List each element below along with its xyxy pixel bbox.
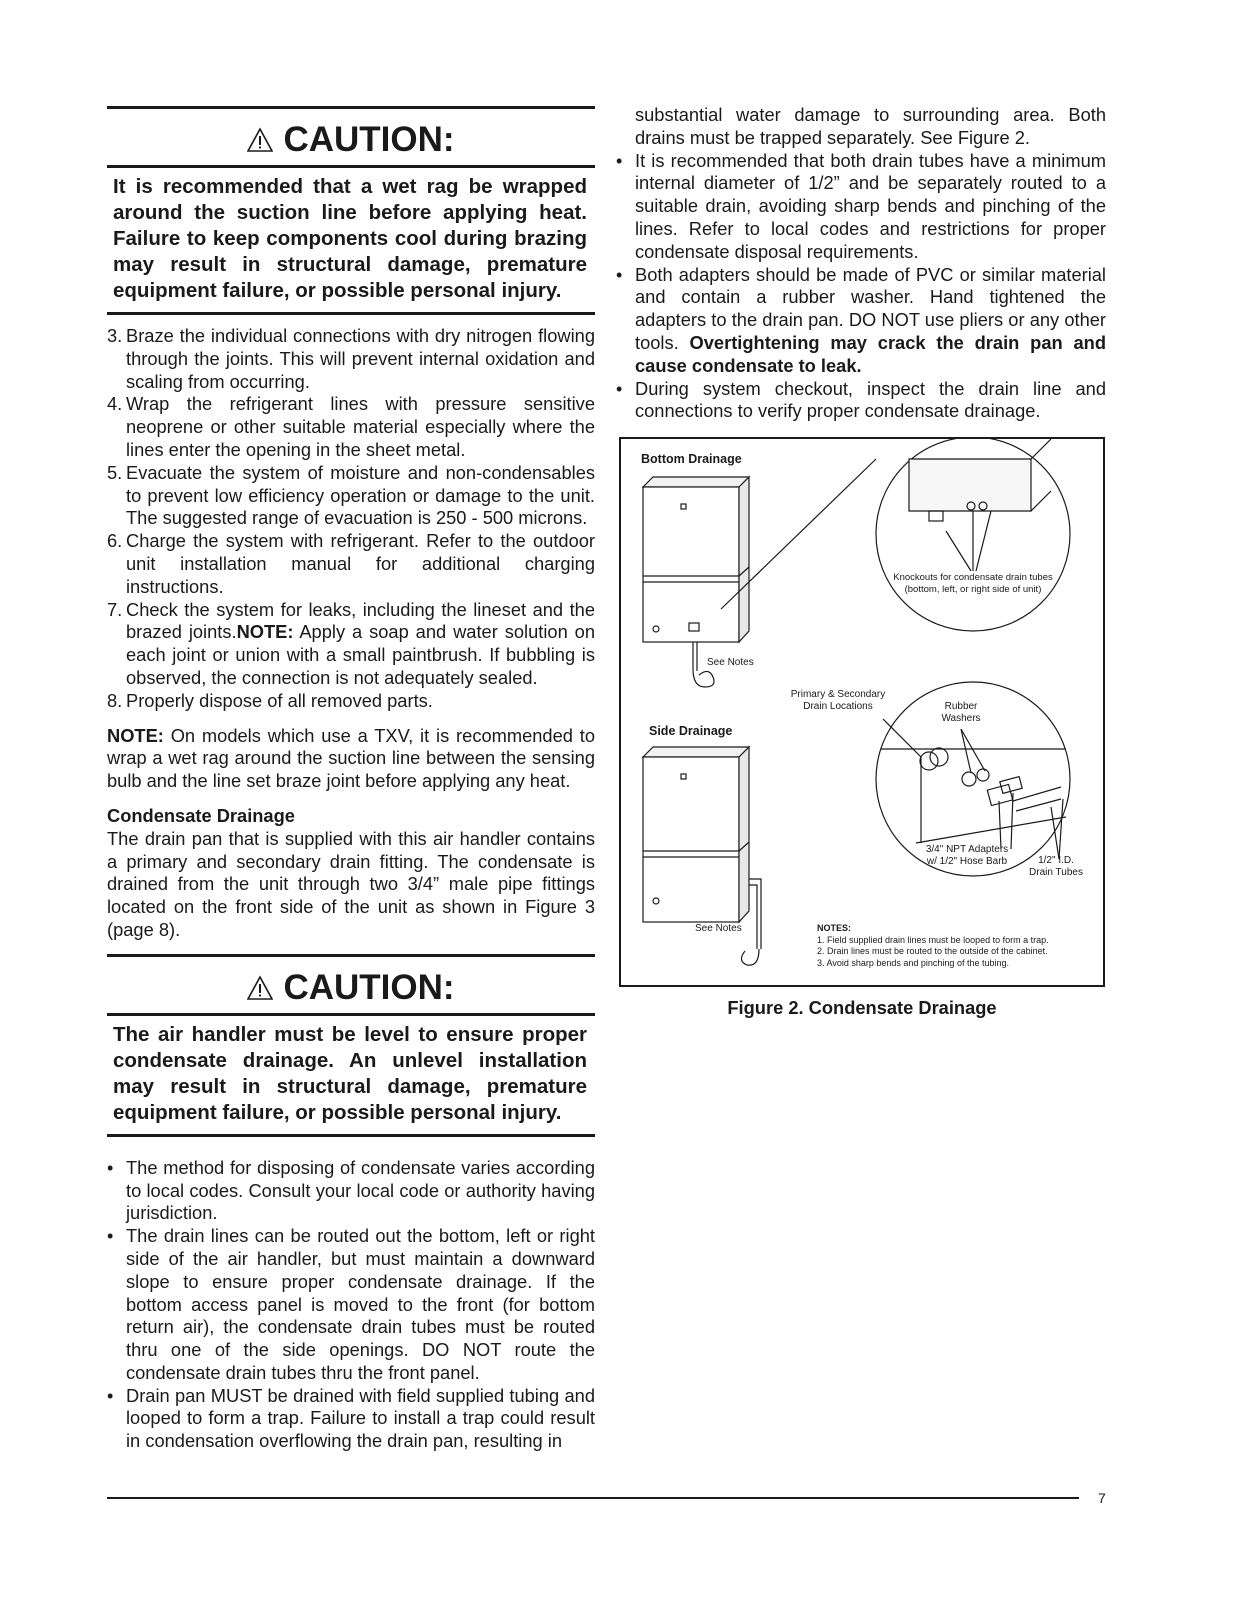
see-notes-label: See Notes	[695, 923, 742, 934]
caution-title	[107, 957, 595, 1016]
drain-locations-label: Primary & Secondary Drain Locations	[790, 689, 886, 712]
bottom-drainage-unit	[643, 477, 749, 687]
knockouts-detail-circle	[876, 439, 1070, 631]
drain-bullets	[616, 150, 1106, 424]
list-item: 4. Wrap the refrigerant lines with pressure sensitive neoprene or other suitable material especially where the lines enter the opening in the sheet metal.	[107, 393, 595, 460]
caution-body-text: It is recommended that a wet rag be wrapped around the suction line before applying heat. Failure to keep components cool during brazing may result in structural damage, premature equipment failure, or possible personal injury.	[113, 175, 587, 302]
footer-rule	[107, 1497, 1079, 1499]
knockouts-label: Knockouts for condensate drain tubes (bottom, left, or right side of unit)	[893, 572, 1053, 595]
rubber-washers-label: Rubber Washers	[941, 701, 981, 724]
warning-triangle-icon	[247, 975, 273, 1001]
see-notes-label: See Notes	[707, 657, 754, 668]
figure-caption: Figure 2. Condensate Drainage	[727, 997, 997, 1018]
right-column	[616, 104, 1106, 423]
drain-tubes-label: 1/2" I.D. Drain Tubes	[1029, 855, 1083, 878]
list-item: • It is recommended that both drain tubes have a minimum internal diameter of 1/2” and be separately routed to a suitable drain, avoiding sharp bends and pinching of the lines. Refer to local codes and restrictions for proper condensate disposal requirements.	[616, 149, 1106, 262]
warning-triangle-icon	[247, 127, 273, 153]
page-number: 7	[1098, 1490, 1106, 1506]
caution-title-text: CAUTION:	[283, 120, 455, 159]
txv-note: NOTE: On models which use a TXV, it is recommended to wrap a wet rag around the suction line between the sensing bulb and the line set braze joint before applying any heat.	[107, 724, 595, 792]
list-item: • Both adapters should be made of PVC or similar material and contain a rubber washer. Hand tightened the adapters to the drain pan. DO NOT use pliers or any other tools. Overtightening may crack the drain pan and cause condensate to leak.	[616, 263, 1106, 376]
list-item: • Drain pan MUST be drained with field supplied tubing and looped to form a trap. Failure to install a trap could result in condensation overflowing the drain pan, resulting in	[107, 1384, 595, 1452]
condensate-drainage-figure	[619, 437, 1105, 987]
figure-notes: NOTES: 1. Field supplied drain lines must be looped to form a trap. 2. Drain lines must be routed to the outside of the cabinet. 3. Avoid sharp bends and pinching of the tubing.	[817, 923, 1049, 968]
condensate-bullets	[107, 1157, 595, 1453]
list-item: 5. Evacuate the system of moisture and non-condensables to prevent low efficiency operation or damage to the unit. The suggested range of evacuation is 250 - 500 microns.	[107, 461, 595, 529]
list-item: 6. Charge the system with refrigerant. Refer to the outdoor unit installation manual for additional charging instructions.	[107, 530, 595, 597]
list-item: • The method for disposing of condensate varies according to local codes. Consult your local code or authority having jurisdiction.	[107, 1156, 595, 1224]
caution-box-level	[107, 954, 595, 1137]
caution-body-text: The air handler must be level to ensure proper condensate drainage. An unlevel installation may result in structural damage, premature equipment failure, or possible personal injury.	[113, 1022, 587, 1124]
caution-title	[107, 109, 595, 168]
procedure-steps	[107, 325, 595, 713]
side-drainage-label: Side Drainage	[649, 724, 733, 738]
continued-paragraph: substantial water damage to surrounding area. Both drains must be trapped separately. See Figure 2.	[635, 104, 1106, 148]
list-item: 8. Properly dispose of all removed parts.	[107, 689, 433, 711]
condensate-paragraph: The drain pan that is supplied with this air handler contains a primary and secondary drain fitting. The condensate is drained from the unit through two 3/4” male pipe fittings located on the front side of the unit as shown in Figure 3 (page 8).	[107, 827, 595, 940]
npt-adapters-label: 3/4" NPT Adapters w/ 1/2" Hose Barb	[925, 844, 1009, 867]
list-item: 7. Check the system for leaks, including the lineset and the brazed joints.NOTE: Apply a soap and water solution on each joint or union with a small paintbrush. If bubbling is observed, the connection is not adequately sealed.	[107, 598, 595, 688]
caution-box-brazing	[107, 106, 595, 315]
caution-title-text: CAUTION:	[283, 967, 455, 1007]
list-item: • The drain lines can be routed out the bottom, left or right side of the air handler, but must maintain a downward slope to ensure proper condensate drainage. If the bottom access panel is moved to the front (for bottom return air), the condensate drain tubes must be routed thru one of the side openings. DO NOT route the condensate drain tubes thru the front panel.	[107, 1225, 595, 1383]
list-item: • During system checkout, inspect the drain line and connections to verify proper condensate drainage.	[616, 377, 1106, 422]
left-column	[107, 106, 595, 1453]
section-heading: Condensate Drainage	[107, 804, 295, 826]
list-item: 3. Braze the individual connections with dry nitrogen flowing through the joints. This will prevent internal oxidation and scaling from occurring.	[107, 325, 595, 392]
bottom-drainage-label: Bottom Drainage	[641, 452, 742, 466]
